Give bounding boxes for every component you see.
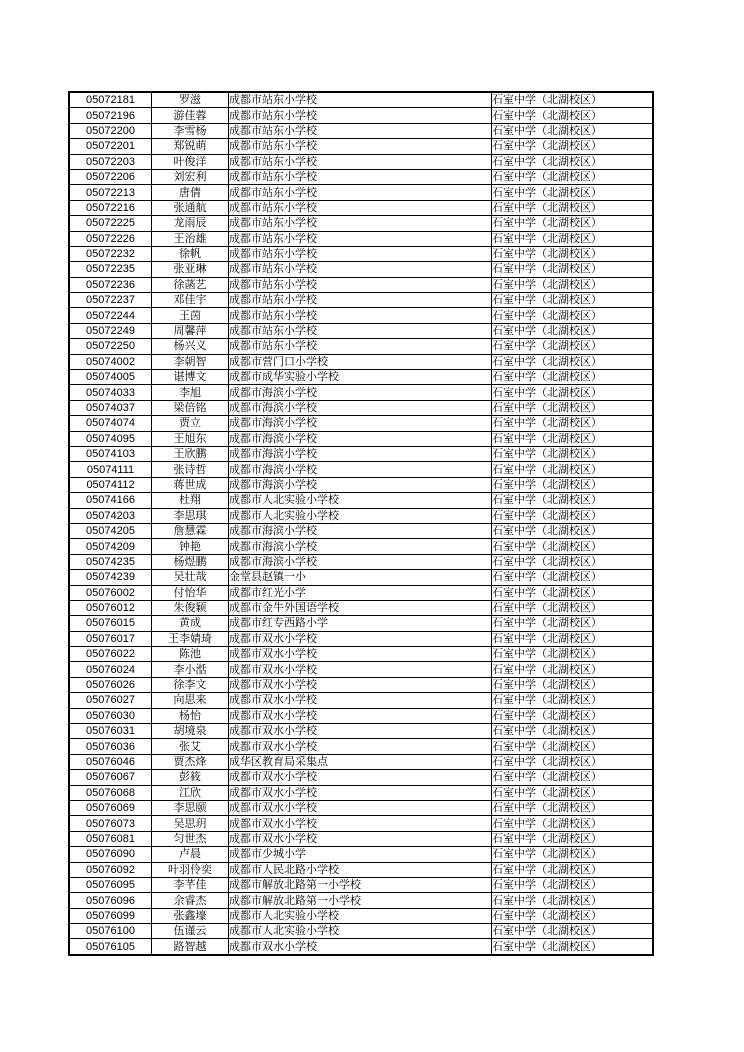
student-name-cell: 刘宏利 (152, 169, 229, 184)
student-name-cell: 梁倍铭 (152, 400, 229, 415)
table-row (69, 185, 653, 200)
student-id-cell: 05072236 (69, 277, 152, 292)
student-id-cell: 05076015 (69, 616, 152, 631)
primary-school-cell: 成都市站东小学校 (229, 139, 492, 154)
student-name-cell: 叶羽伶奕 (152, 862, 229, 877)
table-row (69, 924, 653, 939)
primary-school-cell: 成都市双水小学校 (229, 693, 492, 708)
student-name-cell: 蒋世成 (152, 477, 229, 492)
student-id-cell: 05074037 (69, 400, 152, 415)
student-name-cell: 黄成 (152, 616, 229, 631)
student-id-cell: 05072201 (69, 139, 152, 154)
admitted-school-cell: 石室中学（北湖校区） (492, 231, 654, 246)
student-id-cell: 05074103 (69, 446, 152, 461)
student-name-cell: 李旭 (152, 385, 229, 400)
primary-school-cell: 成都市双水小学校 (229, 739, 492, 754)
student-id-cell: 05074095 (69, 431, 152, 446)
primary-school-cell: 成都市站东小学校 (229, 108, 492, 123)
admitted-school-cell: 石室中学（北湖校区） (492, 477, 654, 492)
primary-school-cell: 成都市人北实验小学校 (229, 493, 492, 508)
student-id-cell: 05076100 (69, 924, 152, 939)
student-name-cell: 王治雄 (152, 231, 229, 246)
student-name-cell: 卢晨 (152, 847, 229, 862)
admitted-school-cell: 石室中学（北湖校区） (492, 724, 654, 739)
primary-school-cell: 成都市少城小学 (229, 847, 492, 862)
student-name-cell: 李朝智 (152, 354, 229, 369)
table-row (69, 246, 653, 261)
student-name-cell: 李雪杨 (152, 123, 229, 138)
primary-school-cell: 成都市海滨小学校 (229, 416, 492, 431)
table-row (69, 446, 653, 461)
primary-school-cell: 金堂县赵镇一小 (229, 570, 492, 585)
admitted-school-cell: 石室中学（北湖校区） (492, 246, 654, 261)
student-id-cell: 05076036 (69, 739, 152, 754)
table-row (69, 308, 653, 323)
primary-school-cell: 成都市站东小学校 (229, 123, 492, 138)
admitted-school-cell: 石室中学（北湖校区） (492, 631, 654, 646)
student-name-cell: 匀世杰 (152, 831, 229, 846)
student-id-cell: 05076099 (69, 908, 152, 923)
table-row (69, 877, 653, 892)
admitted-school-cell: 石室中学（北湖校区） (492, 293, 654, 308)
primary-school-cell: 成都市站东小学校 (229, 231, 492, 246)
table-row (69, 693, 653, 708)
student-name-cell: 彭筱 (152, 770, 229, 785)
table-row (69, 169, 653, 184)
student-id-cell: 05074235 (69, 554, 152, 569)
primary-school-cell: 成都市双水小学校 (229, 831, 492, 846)
student-id-cell: 05072200 (69, 123, 152, 138)
student-id-cell: 05076027 (69, 693, 152, 708)
table-row (69, 216, 653, 231)
admitted-school-cell: 石室中学（北湖校区） (492, 508, 654, 523)
admitted-school-cell: 石室中学（北湖校区） (492, 139, 654, 154)
admitted-school-cell: 石室中学（北湖校区） (492, 708, 654, 723)
student-name-cell: 张鑫壕 (152, 908, 229, 923)
table-row (69, 139, 653, 154)
admitted-school-cell: 石室中学（北湖校区） (492, 154, 654, 169)
admitted-school-cell: 石室中学（北湖校区） (492, 339, 654, 354)
admitted-school-cell: 石室中学（北湖校区） (492, 216, 654, 231)
table-row (69, 400, 653, 415)
student-id-cell: 05076067 (69, 770, 152, 785)
admitted-school-cell: 石室中学（北湖校区） (492, 370, 654, 385)
student-id-cell: 05074112 (69, 477, 152, 492)
student-name-cell: 向思来 (152, 693, 229, 708)
table-row (69, 631, 653, 646)
admitted-school-cell: 石室中学（北湖校区） (492, 308, 654, 323)
primary-school-cell: 成都市站东小学校 (229, 92, 492, 108)
student-id-cell: 05072206 (69, 169, 152, 184)
student-name-cell: 谌博文 (152, 370, 229, 385)
table-row (69, 616, 653, 631)
primary-school-cell: 成都市站东小学校 (229, 262, 492, 277)
student-name-cell: 杨兴义 (152, 339, 229, 354)
table-row (69, 800, 653, 815)
admitted-school-cell: 石室中学（北湖校区） (492, 647, 654, 662)
admitted-school-cell: 石室中学（北湖校区） (492, 123, 654, 138)
student-id-cell: 05074166 (69, 493, 152, 508)
student-name-cell: 王李婧琦 (152, 631, 229, 646)
student-name-cell: 伍谨云 (152, 924, 229, 939)
admitted-school-cell: 石室中学（北湖校区） (492, 662, 654, 677)
table-row (69, 339, 653, 354)
primary-school-cell: 成都市双水小学校 (229, 724, 492, 739)
admitted-school-cell: 石室中学（北湖校区） (492, 800, 654, 815)
student-id-cell: 05076022 (69, 647, 152, 662)
student-name-cell: 李思琪 (152, 508, 229, 523)
table-row (69, 816, 653, 831)
student-name-cell: 王茵 (152, 308, 229, 323)
admitted-school-cell: 石室中学（北湖校区） (492, 616, 654, 631)
admitted-school-cell: 石室中学（北湖校区） (492, 185, 654, 200)
student-id-cell: 05074203 (69, 508, 152, 523)
student-id-cell: 05072237 (69, 293, 152, 308)
student-id-cell: 05072225 (69, 216, 152, 231)
admitted-school-cell: 石室中学（北湖校区） (492, 831, 654, 846)
table-row (69, 754, 653, 769)
admitted-school-cell: 石室中学（北湖校区） (492, 431, 654, 446)
student-name-cell: 游佳蓉 (152, 108, 229, 123)
admitted-school-cell: 石室中学（北湖校区） (492, 523, 654, 538)
primary-school-cell: 成华区教育局采集点 (229, 754, 492, 769)
student-name-cell: 唐倩 (152, 185, 229, 200)
student-name-cell: 龙雨辰 (152, 216, 229, 231)
primary-school-cell: 成都市站东小学校 (229, 308, 492, 323)
student-name-cell: 张诗哲 (152, 462, 229, 477)
admitted-school-cell: 石室中学（北湖校区） (492, 385, 654, 400)
student-id-cell: 05074239 (69, 570, 152, 585)
student-id-cell: 05076002 (69, 585, 152, 600)
student-id-cell: 05076073 (69, 816, 152, 831)
admitted-school-cell: 石室中学（北湖校区） (492, 816, 654, 831)
admitted-school-cell: 石室中学（北湖校区） (492, 354, 654, 369)
student-id-cell: 05076096 (69, 893, 152, 908)
primary-school-cell: 成都市营门口小学校 (229, 354, 492, 369)
student-id-cell: 05074074 (69, 416, 152, 431)
primary-school-cell: 成都市双水小学校 (229, 647, 492, 662)
table-row (69, 385, 653, 400)
student-id-cell: 05072250 (69, 339, 152, 354)
student-id-cell: 05074002 (69, 354, 152, 369)
student-id-cell: 05076012 (69, 600, 152, 615)
primary-school-cell: 成都市站东小学校 (229, 246, 492, 261)
admitted-school-cell: 石室中学（北湖校区） (492, 462, 654, 477)
primary-school-cell: 成都市金牛外国语学校 (229, 600, 492, 615)
primary-school-cell: 成都市双水小学校 (229, 800, 492, 815)
admitted-school-cell: 石室中学（北湖校区） (492, 554, 654, 569)
table-row (69, 293, 653, 308)
student-name-cell: 胡境泉 (152, 724, 229, 739)
table-row (69, 554, 653, 569)
primary-school-cell: 成都市双水小学校 (229, 708, 492, 723)
table-row (69, 831, 653, 846)
student-name-cell: 徐菡艺 (152, 277, 229, 292)
student-name-cell: 贾杰烽 (152, 754, 229, 769)
table-row (69, 708, 653, 723)
student-id-cell: 05072213 (69, 185, 152, 200)
student-name-cell: 张艾 (152, 739, 229, 754)
student-id-cell: 05076046 (69, 754, 152, 769)
student-id-cell: 05076090 (69, 847, 152, 862)
table-row (69, 847, 653, 862)
primary-school-cell: 成都市海滨小学校 (229, 431, 492, 446)
table-row (69, 462, 653, 477)
student-name-cell: 路智越 (152, 939, 229, 955)
table-row (69, 477, 653, 492)
student-name-cell: 李芊佳 (152, 877, 229, 892)
table-row (69, 770, 653, 785)
student-table-body (69, 92, 653, 955)
student-id-cell: 05072203 (69, 154, 152, 169)
admitted-school-cell: 石室中学（北湖校区） (492, 893, 654, 908)
student-id-cell: 05076017 (69, 631, 152, 646)
primary-school-cell: 成都市站东小学校 (229, 169, 492, 184)
student-id-cell: 05074033 (69, 385, 152, 400)
admitted-school-cell: 石室中学（北湖校区） (492, 770, 654, 785)
student-table (68, 91, 654, 956)
admitted-school-cell: 石室中学（北湖校区） (492, 924, 654, 939)
primary-school-cell: 成都市双水小学校 (229, 785, 492, 800)
primary-school-cell: 成都市海滨小学校 (229, 477, 492, 492)
admitted-school-cell: 石室中学（北湖校区） (492, 600, 654, 615)
admitted-school-cell: 石室中学（北湖校区） (492, 277, 654, 292)
student-name-cell: 李思颐 (152, 800, 229, 815)
admitted-school-cell: 石室中学（北湖校区） (492, 939, 654, 955)
student-name-cell: 陈池 (152, 647, 229, 662)
admitted-school-cell: 石室中学（北湖校区） (492, 847, 654, 862)
admitted-school-cell: 石室中学（北湖校区） (492, 92, 654, 108)
table-row (69, 262, 653, 277)
primary-school-cell: 成都市红光小学 (229, 585, 492, 600)
student-id-cell: 05076031 (69, 724, 152, 739)
admitted-school-cell: 石室中学（北湖校区） (492, 169, 654, 184)
primary-school-cell: 成都市站东小学校 (229, 200, 492, 215)
table-row (69, 92, 653, 108)
table-row (69, 647, 653, 662)
student-name-cell: 杨煜鹏 (152, 554, 229, 569)
table-row (69, 431, 653, 446)
admitted-school-cell: 石室中学（北湖校区） (492, 539, 654, 554)
table-row (69, 108, 653, 123)
table-row (69, 724, 653, 739)
primary-school-cell: 成都市站东小学校 (229, 293, 492, 308)
student-name-cell: 邓佳宇 (152, 293, 229, 308)
student-name-cell: 江欣 (152, 785, 229, 800)
student-id-cell: 05074111 (69, 462, 152, 477)
admitted-school-cell: 石室中学（北湖校区） (492, 108, 654, 123)
table-row (69, 539, 653, 554)
student-name-cell: 钟艳 (152, 539, 229, 554)
table-row (69, 739, 653, 754)
student-name-cell: 罗滋 (152, 92, 229, 108)
primary-school-cell: 成都市双水小学校 (229, 816, 492, 831)
admitted-school-cell: 石室中学（北湖校区） (492, 446, 654, 461)
table-row (69, 523, 653, 538)
table-row (69, 585, 653, 600)
primary-school-cell: 成都市双水小学校 (229, 939, 492, 955)
table-row (69, 785, 653, 800)
student-name-cell: 吴壮哉 (152, 570, 229, 585)
student-name-cell: 张亚琳 (152, 262, 229, 277)
primary-school-cell: 成都市海滨小学校 (229, 554, 492, 569)
primary-school-cell: 成都市人北实验小学校 (229, 908, 492, 923)
student-id-cell: 05076092 (69, 862, 152, 877)
student-name-cell: 吴思玥 (152, 816, 229, 831)
primary-school-cell: 成都市站东小学校 (229, 323, 492, 338)
student-name-cell: 张通航 (152, 200, 229, 215)
student-name-cell: 余睿杰 (152, 893, 229, 908)
admitted-school-cell: 石室中学（北湖校区） (492, 323, 654, 338)
primary-school-cell: 成都市站东小学校 (229, 216, 492, 231)
table-row (69, 154, 653, 169)
primary-school-cell: 成都市海滨小学校 (229, 462, 492, 477)
table-row (69, 570, 653, 585)
student-id-cell: 05074005 (69, 370, 152, 385)
primary-school-cell: 成都市双水小学校 (229, 631, 492, 646)
table-row (69, 323, 653, 338)
student-name-cell: 詹慧霖 (152, 523, 229, 538)
student-name-cell: 郑锐萌 (152, 139, 229, 154)
primary-school-cell: 成都市成华实验小学校 (229, 370, 492, 385)
admitted-school-cell: 石室中学（北湖校区） (492, 877, 654, 892)
table-row (69, 231, 653, 246)
primary-school-cell: 成都市红专西路小学 (229, 616, 492, 631)
admitted-school-cell: 石室中学（北湖校区） (492, 785, 654, 800)
student-id-cell: 05072196 (69, 108, 152, 123)
admitted-school-cell: 石室中学（北湖校区） (492, 262, 654, 277)
primary-school-cell: 成都市站东小学校 (229, 277, 492, 292)
admitted-school-cell: 石室中学（北湖校区） (492, 862, 654, 877)
primary-school-cell: 成都市解放北路第一小学校 (229, 877, 492, 892)
primary-school-cell: 成都市海滨小学校 (229, 446, 492, 461)
admitted-school-cell: 石室中学（北湖校区） (492, 739, 654, 754)
student-id-cell: 05076026 (69, 677, 152, 692)
student-name-cell: 叶俊洋 (152, 154, 229, 169)
student-id-cell: 05076030 (69, 708, 152, 723)
primary-school-cell: 成都市海滨小学校 (229, 400, 492, 415)
student-name-cell: 杨怡 (152, 708, 229, 723)
student-id-cell: 05076069 (69, 800, 152, 815)
admitted-school-cell: 石室中学（北湖校区） (492, 754, 654, 769)
table-row (69, 662, 653, 677)
admitted-school-cell: 石室中学（北湖校区） (492, 416, 654, 431)
student-id-cell: 05072235 (69, 262, 152, 277)
student-id-cell: 05072216 (69, 200, 152, 215)
student-name-cell: 王欣鹏 (152, 446, 229, 461)
table-row (69, 277, 653, 292)
admitted-school-cell: 石室中学（北湖校区） (492, 908, 654, 923)
primary-school-cell: 成都市双水小学校 (229, 770, 492, 785)
student-name-cell: 杜翔 (152, 493, 229, 508)
student-id-cell: 05076105 (69, 939, 152, 955)
student-id-cell: 05072181 (69, 92, 152, 108)
student-id-cell: 05076024 (69, 662, 152, 677)
student-id-cell: 05074209 (69, 539, 152, 554)
primary-school-cell: 成都市站东小学校 (229, 185, 492, 200)
primary-school-cell: 成都市双水小学校 (229, 677, 492, 692)
primary-school-cell: 成都市人北实验小学校 (229, 924, 492, 939)
student-name-cell: 李小湉 (152, 662, 229, 677)
student-id-cell: 05072249 (69, 323, 152, 338)
student-id-cell: 05074205 (69, 523, 152, 538)
student-name-cell: 朱俊颖 (152, 600, 229, 615)
student-name-cell: 王旭东 (152, 431, 229, 446)
student-name-cell: 徐帆 (152, 246, 229, 261)
student-id-cell: 05076068 (69, 785, 152, 800)
table-row (69, 416, 653, 431)
student-name-cell: 贾立 (152, 416, 229, 431)
admitted-school-cell: 石室中学（北湖校区） (492, 677, 654, 692)
student-id-cell: 05076081 (69, 831, 152, 846)
primary-school-cell: 成都市人民北路小学校 (229, 862, 492, 877)
student-id-cell: 05072226 (69, 231, 152, 246)
admitted-school-cell: 石室中学（北湖校区） (492, 693, 654, 708)
primary-school-cell: 成都市解放北路第一小学校 (229, 893, 492, 908)
primary-school-cell: 成都市海滨小学校 (229, 385, 492, 400)
table-row (69, 493, 653, 508)
student-name-cell: 付怡华 (152, 585, 229, 600)
primary-school-cell: 成都市海滨小学校 (229, 523, 492, 538)
admitted-school-cell: 石室中学（北湖校区） (492, 585, 654, 600)
table-row (69, 939, 653, 955)
admitted-school-cell: 石室中学（北湖校区） (492, 400, 654, 415)
primary-school-cell: 成都市站东小学校 (229, 154, 492, 169)
student-name-cell: 周馨萍 (152, 323, 229, 338)
student-name-cell: 徐李文 (152, 677, 229, 692)
primary-school-cell: 成都市站东小学校 (229, 339, 492, 354)
table-row (69, 123, 653, 138)
table-row (69, 862, 653, 877)
student-id-cell: 05072232 (69, 246, 152, 261)
admitted-school-cell: 石室中学（北湖校区） (492, 200, 654, 215)
table-row (69, 508, 653, 523)
table-row (69, 908, 653, 923)
admitted-school-cell: 石室中学（北湖校区） (492, 570, 654, 585)
student-id-cell: 05072244 (69, 308, 152, 323)
table-row (69, 200, 653, 215)
table-row (69, 370, 653, 385)
table-row (69, 893, 653, 908)
table-row (69, 677, 653, 692)
student-id-cell: 05076095 (69, 877, 152, 892)
admitted-school-cell: 石室中学（北湖校区） (492, 493, 654, 508)
primary-school-cell: 成都市双水小学校 (229, 662, 492, 677)
primary-school-cell: 成都市海滨小学校 (229, 539, 492, 554)
table-row (69, 600, 653, 615)
primary-school-cell: 成都市人北实验小学校 (229, 508, 492, 523)
table-row (69, 354, 653, 369)
